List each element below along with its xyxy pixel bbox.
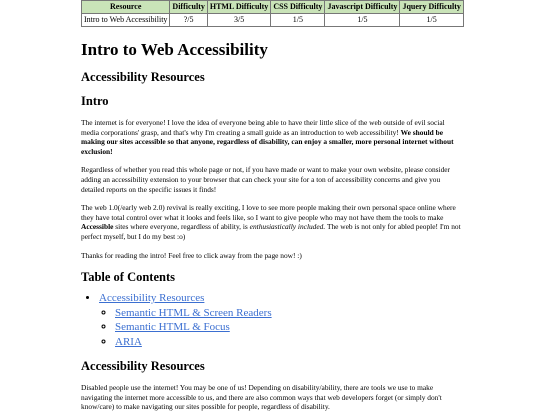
intro-text: The internet is for everyone! I love the idea of everyone being able to have their little slice of the web outside of evil social media corporations' grasp, and that's why I'm creating a small guide as an introduction to web accessibility!: [81, 118, 445, 137]
table-header: Javascript Difficulty: [325, 1, 400, 14]
toc-subitem: [115, 306, 461, 321]
table-cell: ?/5: [170, 14, 207, 27]
table-cell: Intro to Web Accessibility: [82, 14, 170, 27]
toc-link-semantic-html-screen-readers[interactable]: Semantic HTML & Screen Readers: [115, 306, 272, 319]
table-header: Difficulty: [170, 1, 207, 14]
toc-subitem: [115, 320, 461, 335]
intro-text: The web is not only for abled people! I'm not perfect myself, but I do my best :o): [81, 222, 461, 241]
intro-bold-text: We should be making our sites accessible so that anyone, regardless of disability, can enjoy a smaller, more personal internet without exclusion!: [81, 127, 454, 156]
page-content: [81, 0, 461, 412]
intro-italic-text: enthusiastically included.: [249, 222, 326, 232]
table-cell: 3/5: [207, 14, 270, 27]
section-paragraph: Disabled people use the internet! You may be one of us! Depending on disability/ability, there are tools we use to make navigating the internet more accessible to us, and there are also common ways that web developers forget (or simply don't know/care) to make navigating our sites possible for people, regardless of disability.: [81, 383, 442, 412]
resources-heading: Accessibility Resources: [81, 70, 205, 84]
table-header: Jquery Difficulty: [400, 1, 463, 14]
toc-link-accessibility-resources[interactable]: Accessibility Resources: [99, 292, 205, 305]
page-title: Intro to Web Accessibility: [81, 40, 268, 59]
intro-paragraph-4: Thanks for reading the intro! Feel free to click away from the page now! :): [81, 250, 302, 260]
toc-link-semantic-html-focus[interactable]: Semantic HTML & Focus: [115, 321, 230, 334]
intro-text: sites where everyone, regardless of ability, is: [115, 222, 248, 232]
table-cell: 1/5: [325, 14, 400, 27]
toc-subitem: [115, 335, 461, 350]
toc-sublist: [99, 306, 461, 350]
intro-text: The web 1.0(/early web 2.0) revival is really exciting, I love to see more people making their own personal space online where they have total control over what it looks and feels like, so I want to give people who may not have them the tools to make: [81, 203, 456, 222]
intro-paragraph-2: Regardless of whether you read this whole page or not, if you have made or want to make your own website, please consider adding an accessibility extension to your browser that can check your site for a ton of accessibility concerns and give you detailed reports on the specific issues it finds!: [81, 165, 451, 194]
table-row: [82, 14, 464, 27]
table-header: Resource: [82, 1, 170, 14]
section-heading-accessibility-resources: Accessibility Resources: [81, 359, 205, 374]
toc-item: [99, 291, 461, 349]
intro-bold-text: Accessible: [81, 222, 114, 232]
intro-paragraph-1: [81, 118, 461, 156]
intro-paragraph-3: [81, 203, 461, 241]
intro-heading: Intro: [81, 94, 109, 108]
table-cell: 1/5: [271, 14, 325, 27]
table-of-contents: [81, 291, 461, 349]
table-header: CSS Difficulty: [271, 1, 325, 14]
difficulty-table: [81, 0, 464, 27]
table-cell: 1/5: [400, 14, 463, 27]
toc-heading: Table of Contents: [81, 270, 175, 285]
toc-link-aria[interactable]: ARIA: [115, 335, 142, 348]
table-header-row: [82, 1, 464, 14]
table-header: HTML Difficulty: [207, 1, 270, 14]
